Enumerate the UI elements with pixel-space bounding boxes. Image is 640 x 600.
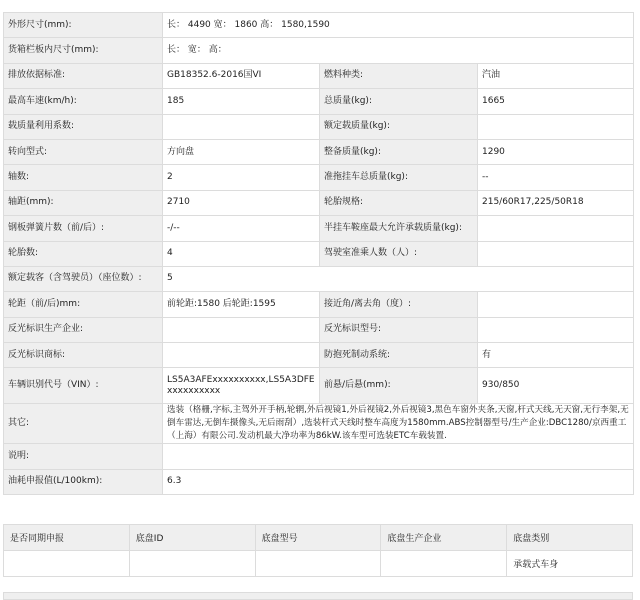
steering-value: 方向盘 [163, 139, 320, 164]
steering-label: 转向型式: [4, 139, 163, 164]
spec-row [4, 444, 634, 469]
chassis-cell [255, 551, 381, 577]
track-value: 前轮距:1580 后轮距:1595 [163, 292, 320, 317]
remarks-value [163, 444, 634, 469]
spec-row [4, 114, 634, 139]
spec-row [4, 190, 634, 215]
max-speed-label: 最高车速(km/h): [4, 89, 163, 114]
emission-label: 排放依据标准: [4, 63, 163, 88]
reflector-brand-value [163, 343, 320, 368]
other-label: 其它: [4, 404, 163, 444]
spec-row [4, 292, 634, 317]
saddle-load-value [478, 216, 634, 241]
spec-row [4, 241, 634, 266]
cargo-box-label: 货箱栏板内尺寸(mm): [4, 38, 163, 63]
spec-row [4, 139, 634, 164]
vin-value [163, 368, 320, 404]
fuel-label: 燃料种类: [320, 63, 478, 88]
chassis-header-cell: 是否同期申报 [4, 525, 130, 551]
next-section-strip [3, 592, 633, 600]
chassis-data-row [4, 551, 633, 577]
fuel-consumption-label: 油耗申报值(L/100km): [4, 469, 163, 494]
spec-row [4, 216, 634, 241]
chassis-cell: 承载式车身 [507, 551, 633, 577]
spec-row [4, 317, 634, 342]
reflector-model-value [478, 317, 634, 342]
leaf-spring-value: -/-- [163, 216, 320, 241]
gross-mass-label: 总质量(kg): [320, 89, 478, 114]
curb-mass-label: 整备质量(kg): [320, 139, 478, 164]
spec-row [4, 266, 634, 291]
chassis-cell [4, 551, 130, 577]
leaf-spring-label: 钢板弹簧片数（前/后）: [4, 216, 163, 241]
track-label: 轮距（前/后)mm: [4, 292, 163, 317]
cargo-box-value: 长： 宽： 高： [163, 38, 634, 63]
axles-label: 轴数: [4, 165, 163, 190]
chassis-cell [129, 551, 255, 577]
spec-row [4, 38, 634, 63]
curb-mass-value: 1290 [478, 139, 634, 164]
vehicle-spec-table [3, 12, 634, 495]
overhang-label: 前悬/后悬(mm): [320, 368, 478, 404]
spec-row [4, 63, 634, 88]
cab-passengers-value [478, 241, 634, 266]
chassis-header-cell: 底盘生产企业 [381, 525, 507, 551]
axles-value: 2 [163, 165, 320, 190]
trailer-mass-label: 准拖挂车总质量(kg): [320, 165, 478, 190]
reflector-maker-value [163, 317, 320, 342]
spec-row [4, 368, 634, 404]
vin-value-line-2: xxxxxxxxxx [167, 385, 221, 396]
wheelbase-label: 轴距(mm): [4, 190, 163, 215]
other-value: 选装（格栅,字标,主驾外开手柄,轮辋,外后视镜1,外后视镜2,外后视镜3,黑色车窗外夹条,天窗,杆式天线,无天窗,无行李架,无倒车雷达,无倒车摄像头,无后雨刮）,选装杆式天线时整车高度为1580mm.ABS控制器型号/生产企业:DBC1280/京西重工（上海）有限公司.发动机最大净功率为86kW.该车型可选装ETC车载装置. [163, 404, 634, 444]
load-util-value [163, 114, 320, 139]
dimensions-value: 长： 4490 宽： 1860 高： 1580,1590 [163, 13, 634, 38]
reflector-maker-label: 反光标识生产企业: [4, 317, 163, 342]
abs-label: 防抱死制动系统: [320, 343, 478, 368]
saddle-load-label: 半挂车鞍座最大允许承载质量(kg): [320, 216, 478, 241]
cab-passengers-label: 驾驶室准乘人数（人）: [320, 241, 478, 266]
vin-label: 车辆识别代号（VIN）: [4, 368, 163, 404]
abs-value: 有 [478, 343, 634, 368]
chassis-header-row [4, 525, 633, 551]
spec-row [4, 165, 634, 190]
tire-spec-value: 215/60R17,225/50R18 [478, 190, 634, 215]
chassis-header-cell: 底盘类别 [507, 525, 633, 551]
gross-mass-value: 1665 [478, 89, 634, 114]
fuel-value: 汽油 [478, 63, 634, 88]
reflector-model-label: 反光标识型号: [320, 317, 478, 342]
spec-row [4, 89, 634, 114]
chassis-table [3, 524, 633, 577]
trailer-mass-value: -- [478, 165, 634, 190]
spec-row [4, 404, 634, 444]
spec-row [4, 343, 634, 368]
tire-count-label: 轮胎数: [4, 241, 163, 266]
reflector-brand-label: 反光标识商标: [4, 343, 163, 368]
vin-value-line-1: LS5A3AFExxxxxxxxxx,LS5A3DFE [167, 374, 315, 385]
remarks-label: 说明: [4, 444, 163, 469]
fuel-consumption-value: 6.3 [163, 469, 634, 494]
approach-angle-value [478, 292, 634, 317]
approach-angle-label: 接近角/离去角（度）: [320, 292, 478, 317]
tire-count-value: 4 [163, 241, 320, 266]
chassis-cell [381, 551, 507, 577]
seats-value: 5 [163, 266, 634, 291]
tire-spec-label: 轮胎规格: [320, 190, 478, 215]
seats-label: 额定载客（含驾驶员）（座位数）: [4, 266, 163, 291]
chassis-header-cell: 底盘型号 [255, 525, 381, 551]
spec-row [4, 13, 634, 38]
wheelbase-value: 2710 [163, 190, 320, 215]
max-speed-value: 185 [163, 89, 320, 114]
rated-load-label: 额定载质量(kg): [320, 114, 478, 139]
chassis-header-cell: 底盘ID [129, 525, 255, 551]
emission-value: GB18352.6-2016国VI [163, 63, 320, 88]
dimensions-label: 外形尺寸(mm): [4, 13, 163, 38]
rated-load-value [478, 114, 634, 139]
spec-row [4, 469, 634, 494]
overhang-value: 930/850 [478, 368, 634, 404]
load-util-label: 载质量利用系数: [4, 114, 163, 139]
